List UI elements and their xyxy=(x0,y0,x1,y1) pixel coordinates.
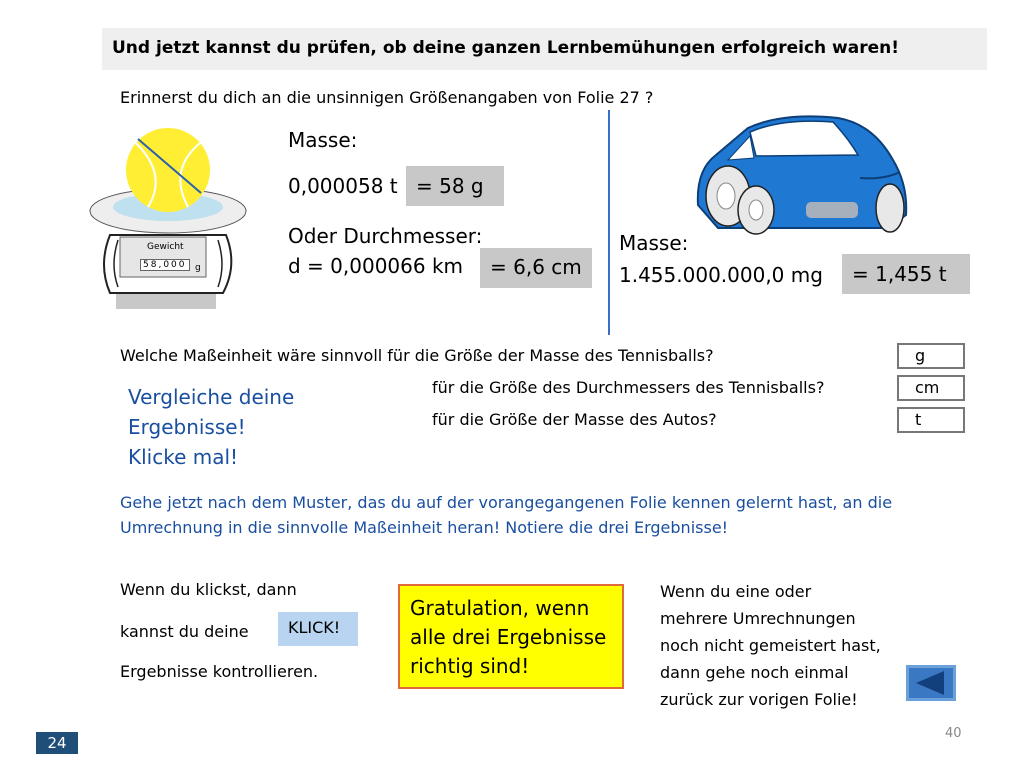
compare-results-link[interactable] xyxy=(128,382,294,472)
section-divider xyxy=(608,110,610,335)
car-illustration xyxy=(688,110,913,242)
back-hint-line-2: mehrere Umrechnungen xyxy=(660,609,856,628)
question-ball-diameter: für die Größe des Durchmessers des Tennisballs? xyxy=(432,378,825,397)
back-button[interactable] xyxy=(906,665,956,701)
compare-line-3: Klicke mal! xyxy=(128,445,239,469)
back-hint-text xyxy=(660,578,881,713)
answer-ball-mass: g xyxy=(897,343,965,369)
instruction-text: Gehe jetzt nach dem Muster, das du auf der vorangegangenen Folie kennen gelernt hast, an die Umrechnung in die sinnvolle Maßeinheit heran! Notiere die drei Ergebnisse! xyxy=(120,493,893,537)
question-ball-mass: Welche Maßeinheit wäre sinnvoll für die Größe der Masse des Tennisballs? xyxy=(120,346,714,365)
ball-mass-value: 0,000058 t xyxy=(288,174,398,198)
ball-diameter-result: = 6,6 cm xyxy=(480,248,592,288)
scale-digits: 58,000 xyxy=(140,259,190,271)
car-mass-value: 1.455.000.000,0 mg xyxy=(619,263,823,287)
ball-mass-label: Masse: xyxy=(288,128,358,152)
ball-mass-result: = 58 g xyxy=(406,166,504,206)
scale-label: Gewicht xyxy=(147,242,184,252)
compare-line-1: Vergleiche deine xyxy=(128,385,295,409)
back-hint-line-3: noch nicht gemeistert hast, xyxy=(660,636,881,655)
question-car-mass: für die Größe der Masse des Autos? xyxy=(432,410,717,429)
car-mass-result: = 1,455 t xyxy=(842,254,970,294)
congratulation-box: Gratulation, wenn alle drei Ergebnisse richtig sind! xyxy=(398,584,624,689)
click-hint-line-1: Wenn du klickst, dann xyxy=(120,580,297,599)
slide-badge: 24 xyxy=(36,732,78,754)
back-hint-line-5: zurück zur vorigen Folie! xyxy=(660,690,858,709)
click-hint-line-2: kannst du deine xyxy=(120,622,249,641)
answer-ball-diameter: cm xyxy=(897,375,965,401)
ball-diameter-label: Oder Durchmesser: xyxy=(288,224,483,248)
page-title: Und jetzt kannst du prüfen, ob deine ganzen Lernbemühungen erfolgreich waren! xyxy=(112,38,900,58)
click-hint-line-3: Ergebnisse kontrollieren. xyxy=(120,662,319,681)
ball-diameter-value: d = 0,000066 km xyxy=(288,254,464,278)
tennis-ball-scale-illustration xyxy=(88,125,253,315)
back-hint-line-4: dann gehe noch einmal xyxy=(660,663,849,682)
klick-button[interactable]: KLICK! xyxy=(278,612,358,646)
answer-car-mass: t xyxy=(897,407,965,433)
scale-unit: g xyxy=(195,263,201,273)
back-hint-line-1: Wenn du eine oder xyxy=(660,582,812,601)
page-number: 40 xyxy=(945,726,962,741)
page-subtitle: Erinnerst du dich an die unsinnigen Größenangaben von Folie 27 ? xyxy=(120,88,654,107)
car-mass-label: Masse: xyxy=(619,231,689,255)
compare-line-2: Ergebnisse! xyxy=(128,415,246,439)
